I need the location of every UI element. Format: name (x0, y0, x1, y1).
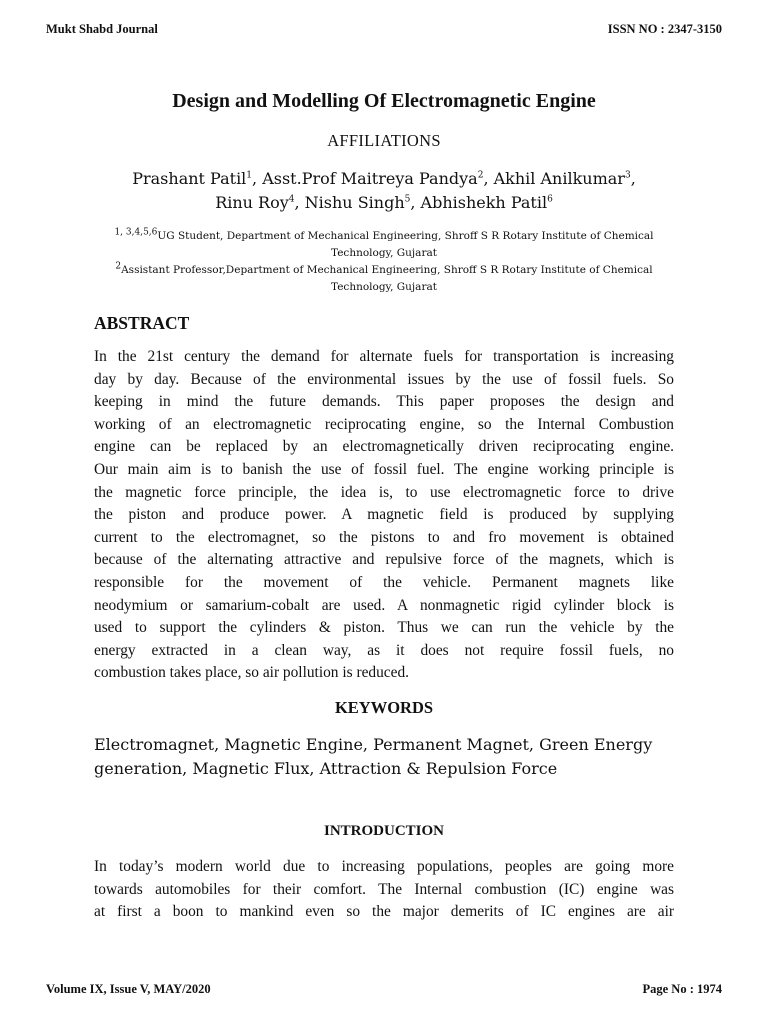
abstract-line: the magnetic force principle, the idea is, to use electromagnetic force to drive (94, 483, 674, 501)
author-sup: 3 (624, 170, 631, 181)
abstract-line: neodymium or samarium-cobalt are used. A nonmagnetic rigid cylinder block is (94, 596, 674, 614)
keywords-line: generation, Magnetic Flux, Attraction & Repulsion Force (94, 759, 558, 778)
author-name: , Akhil Anilkumar (483, 169, 625, 188)
abstract-line: combustion takes place, so air pollution is reduced. (94, 664, 410, 682)
author-list (0, 167, 768, 215)
introduction-line: towards automobiles for their comfort. The Internal combustion (IC) engine was (94, 880, 674, 898)
keywords-heading: KEYWORDS (334, 698, 434, 717)
author-name: , Nishu Singh (294, 193, 405, 212)
abstract-line: keeping in mind the future demands. This paper proposes the design and (94, 393, 674, 411)
abstract-body (94, 346, 674, 685)
author-sup: 4 (288, 194, 295, 205)
journal-name: Mukt Shabd Journal (46, 22, 158, 36)
author-name: , Asst.Prof Maitreya Pandya (252, 169, 478, 188)
abstract-line: used to support the cylinders & piston. Thus we can run the vehicle by the (94, 619, 674, 637)
abstract-line: the piston and produce power. A magnetic field is produced by supplying (94, 506, 674, 524)
abstract-line: because of the alternating attractive and repulsive force of the magnets, which is (94, 551, 674, 569)
abstract-line: working of an electromagnetic reciprocating engine, so the Internal Combustion (94, 415, 674, 433)
abstract-line: day by day. Because of the environmental issues by the use of fossil fuels. So (94, 370, 674, 388)
affiliation-ug (100, 228, 668, 262)
introduction-line: at first a boon to mankind even so the major demerits of IC engines are air (94, 903, 674, 921)
introduction-line: In today’s modern world due to increasing populations, peoples are going more (94, 858, 674, 875)
keywords-line: Electromagnet, Magnetic Engine, Permanent Magnet, Green Energy (94, 735, 653, 754)
affiliation-text: Technology, Gujarat (331, 281, 437, 293)
abstract-line: engine can be replaced by an electromagnetically driven reciprocating engine. (94, 438, 674, 456)
author-name: Prashant Patil (132, 169, 247, 188)
keywords-body (94, 733, 674, 781)
abstract-line: Our main aim is to banish the use of fossil fuel. The engine working principle is (94, 460, 674, 478)
paper-title: Design and Modelling Of Electromagnetic Engine (172, 90, 596, 112)
affiliation-text: Technology, Gujarat (331, 247, 437, 259)
author-sup: 1 (246, 170, 253, 181)
introduction-heading: INTRODUCTION (323, 823, 444, 839)
author-line-1 (0, 167, 768, 191)
abstract-heading: ABSTRACT (94, 313, 190, 333)
affiliation-text: Assistant Professor,Department of Mechanical Engineering, Shroff S R Rotary Institute of Chemical (121, 264, 653, 276)
affiliations-heading: AFFILIATIONS (327, 131, 441, 150)
author-sup: 2 (477, 170, 484, 181)
affiliation-professor (100, 262, 668, 296)
abstract-line: current to the electromagnet, so the pistons to and fro movement is obtained (94, 528, 674, 546)
volume-issue: Volume IX, Issue V, MAY/2020 (46, 982, 211, 996)
page-number: Page No : 1974 (642, 982, 722, 996)
abstract-line: In the 21st century the demand for alternate fuels for transportation is increasing (94, 348, 674, 365)
introduction-body (94, 856, 674, 924)
author-name: Rinu Roy (215, 193, 289, 212)
abstract-line: energy extracted in a clean way, as it does not require fossil fuels, no (94, 641, 674, 659)
author-sup: 6 (547, 194, 553, 205)
affiliation-sup: 1, 3,4,5,6 (114, 227, 158, 238)
author-line-2 (0, 191, 768, 215)
affiliation-sup: 2 (115, 261, 122, 272)
affiliation-text: UG Student, Department of Mechanical Engineering, Shroff S R Rotary Institute of Chemical (157, 230, 654, 242)
author-name: , Abhishekh Patil (410, 193, 548, 212)
abstract-line: responsible for the movement of the vehicle. Permanent magnets like (94, 573, 674, 591)
issn-number: ISSN NO : 2347-3150 (607, 22, 722, 36)
author-sup: 5 (404, 194, 411, 205)
author-sep: , (630, 169, 636, 188)
